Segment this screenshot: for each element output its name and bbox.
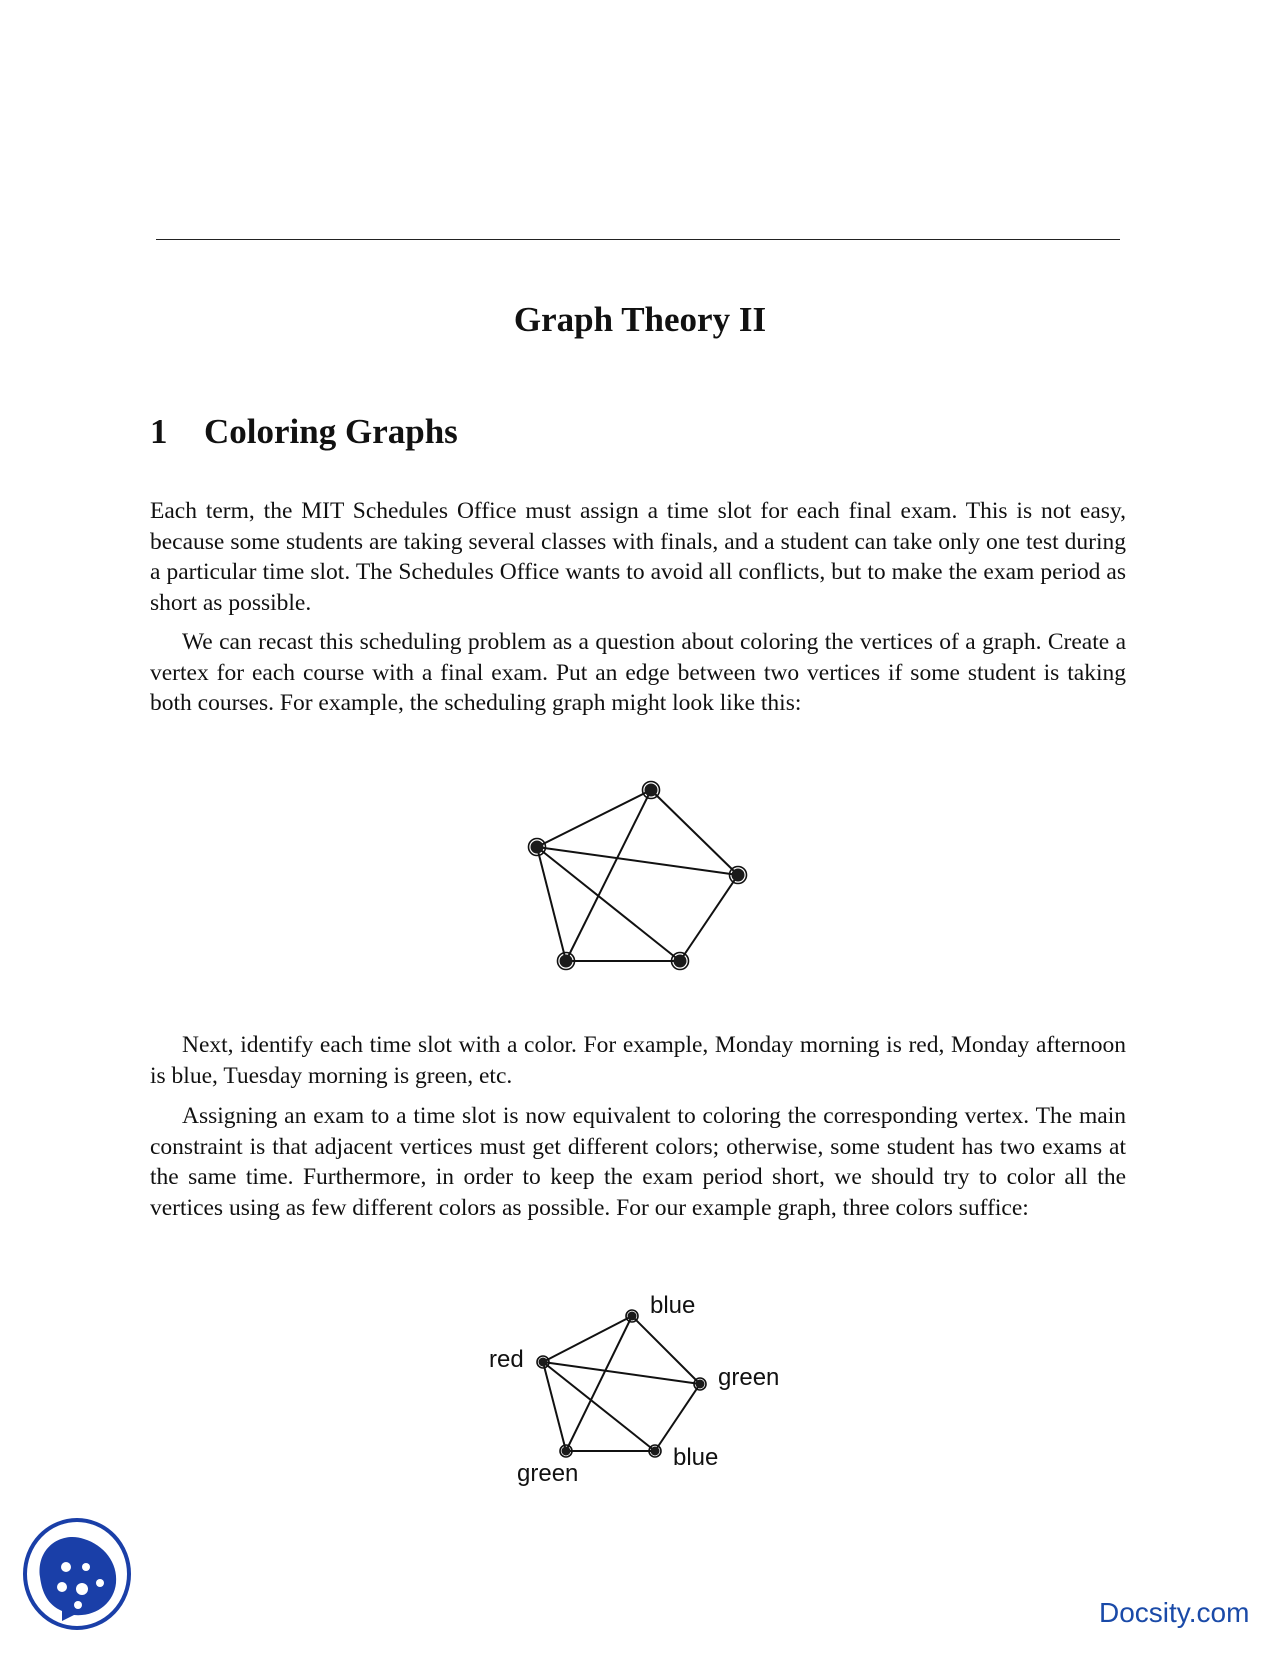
label-bottom-right-vertex: blue	[673, 1444, 719, 1471]
docsity-brand-link[interactable]: Docsity.com	[1099, 1597, 1250, 1628]
label-right-vertex: green	[718, 1364, 780, 1391]
section-number: 1	[150, 412, 168, 451]
label-bottom-left-vertex: green	[517, 1460, 579, 1487]
docsity-logo-icon	[22, 1517, 132, 1631]
edge-left-bottomleft	[543, 1362, 566, 1451]
vertex-right	[694, 1378, 706, 1390]
edge-top-right	[632, 1316, 700, 1384]
section-title: Coloring Graphs	[204, 412, 458, 451]
vertex-bottom-right	[649, 1445, 661, 1457]
edge-top-left	[543, 1316, 632, 1362]
paragraph-1: Each term, the MIT Schedules Office must assign a time slot for each final exam. This is not easy, because some students are taking several classes with finals, and a student can take only one test during a particular time slot. The Schedules Office wants to avoid all conflicts, but to make the exam period as short as possible.	[150, 498, 1126, 616]
vertex-top	[626, 1310, 638, 1322]
page-title: Graph Theory II	[513, 300, 767, 339]
vertex-left	[537, 1356, 549, 1368]
paragraph-3: Next, identify each time slot with a color. For example, Monday morning is red, Monday afternoon is blue, Tuesday morning is green, etc.	[150, 1032, 1126, 1089]
label-top-vertex: blue	[650, 1292, 696, 1319]
vertex-bottom-left	[560, 1445, 572, 1457]
paragraph-2: We can recast this scheduling problem as a question about coloring the vertices of a graph. Create a vertex for each course with a final exam. Put an edge between two vertices if some student is taking both courses. For example, the scheduling graph might look like this:	[150, 629, 1126, 716]
edge-top-bottomleft	[566, 1316, 632, 1451]
label-left-vertex: red	[489, 1346, 524, 1373]
paragraph-4: Assigning an exam to a time slot is now equivalent to coloring the corresponding vertex. The main constraint is that adjacent vertices must get different colors; otherwise, some student has two exams at the same time. Furthermore, in order to keep the exam period short, we should try to color all the vertices using as few different colors as possible. For our example graph, three colors suffice:	[150, 1103, 1126, 1221]
edge-right-bottomright	[655, 1384, 700, 1451]
